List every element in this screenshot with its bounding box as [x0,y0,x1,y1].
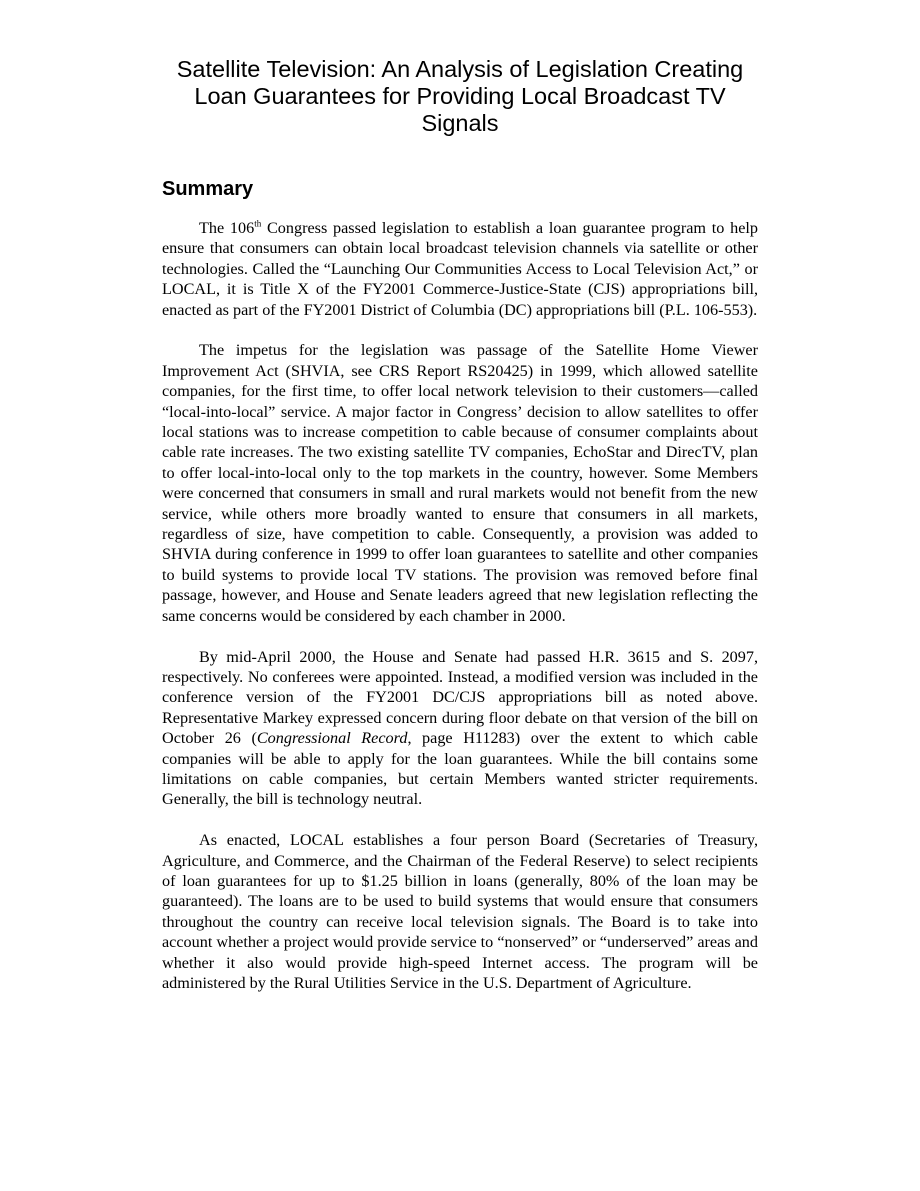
document-title: Satellite Television: An Analysis of Legislation Creating Loan Guarantees for Providing Local Broadcast TV Signals [176,56,744,136]
summary-paragraph-4: As enacted, LOCAL establishes a four person Board (Secretaries of Treasury, Agriculture, and Commerce, and the Chairman of the Federal Reserve) to select recipients of loan guarantees for up to $1.25 billion in loans (generally, 80% of the loan may be guaranteed). The loans are to be used to build systems that would ensure that consumers throughout the country can receive local television signals. The Board is to take into account whether a project would provide service to “nonserved” or “underserved” areas and whether it also would provide high-speed Internet access. The program will be administered by the Rural Utilities Service in the U.S. Department of Agriculture. [162,831,758,992]
paragraph-1-text-b: Congress passed legislation to establish a loan guarantee program to help ensure that consumers can obtain local broadcast television channels via satellite or other technologies. Called the “Launching Our Communities Access to Local Television Act,” or LOCAL, it is Title X of the FY2001 Commerce-Justice-State (CJS) appropriations bill, enacted as part of the FY2001 District of Columbia (DC) appropriations bill (P.L. 106-553). [162,219,758,319]
document-page [162,56,758,1014]
summary-paragraph-1 [162,218,758,320]
paragraph-3-text-a: By mid-April 2000, the House and Senate had passed H.R. 3615 and S. 2097, respectively. No conferees were appointed. Instead, a modified version was included in the conference version of the FY2001 DC/CJS appropriations bill as noted above. Representative Markey expressed concern during floor debate on that version of the bill on October 26 ( [162,647,758,748]
summary-paragraph-2: The impetus for the legislation was passage of the Satellite Home Viewer Improvement Act (SHVIA, see CRS Report RS20425) in 1999, which allowed satellite companies, for the first time, to offer local network television to their customers—called “local-into-local” service. A major factor in Congress’ decision to allow satellites to offer local stations was to increase competition to cable because of consumer complaints about cable rate increases. The two existing satellite TV companies, EchoStar and DirecTV, plan to offer local-into-local only to the top markets in the country, however. Some Members were concerned that consumers in small and rural markets would not benefit from the new service, while others more broadly wanted to ensure that consumers in all markets, regardless of size, have competition to cable. Consequently, a provision was added to SHVIA during conference in 1999 to offer loan guarantees to satellite and other companies to build systems to provide local TV stations. The provision was removed before final passage, however, and House and Senate leaders agreed that new legislation reflecting the same concerns would be considered by each chamber in 2000. [162,341,758,625]
ordinal-superscript: th [254,218,262,229]
paragraph-1-text-a: The 106 [199,219,255,237]
summary-paragraph-3 [162,647,758,810]
paragraph-3-text-b: , page H11283) over the extent to which cable companies will be able to apply for the loan guarantees. While the bill contains some limitations on cable companies, but certain Members wanted stricter requirements. Generally, the bill is technology neutral. [162,729,758,809]
congressional-record-citation: Congressional Record [256,729,408,748]
summary-heading: Summary [162,178,254,200]
